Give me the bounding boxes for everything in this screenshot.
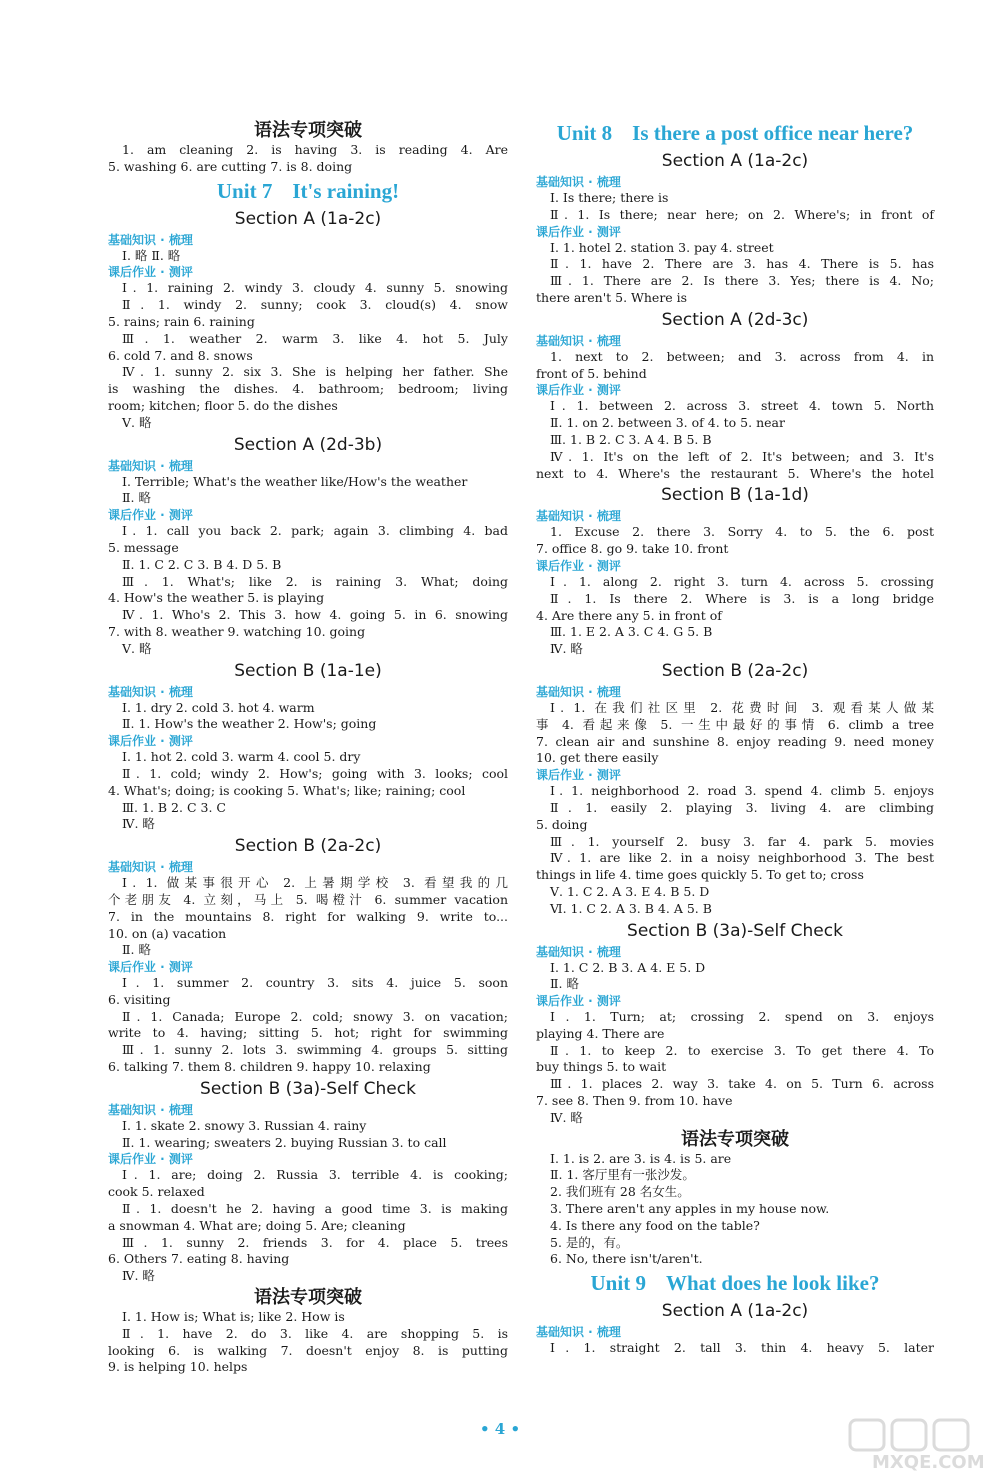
answer-line: is washing the dishes. 4. bathroom; bedroom; living [108, 381, 508, 397]
answer-line: Ⅰ. Terrible; What's the weather like/How's the weather [122, 473, 468, 489]
answer-line: 4. How's the weather 5. is playing [108, 590, 325, 606]
answer-line: 个老朋友 4. 立刻，马上 5. 喝橙汁 6. summer vacation [108, 891, 508, 907]
category-label: 课后作业 · 测评 [536, 994, 621, 1009]
answer-line: Ⅰ. 1. are; doing 2. Russia 3. terrible 4. is cooking; [122, 1167, 508, 1183]
answer-line: Ⅱ. 1. Is there 2. Where is 3. is a long bridge [550, 590, 934, 606]
answer-line: 5. rains; rain 6. raining [108, 313, 255, 329]
unit-number: Unit 8 [556, 121, 613, 145]
category-label: 课后作业 · 测评 [536, 558, 621, 573]
answer-line: Ⅴ. 1. C 2. A 3. E 4. B 5. D [550, 883, 710, 899]
answer-line: Ⅱ. 1. C 2. C 3. B 4. D 5. B [122, 556, 282, 572]
answer-line: write to 4. having; sitting 5. hot; right for swimming [108, 1025, 508, 1041]
grammar-section-title: 语法专项突破 [254, 1287, 362, 1309]
section-heading: Section B (3a)-Self Check [200, 1078, 416, 1099]
category-label: 基础知识 · 梳理 [536, 509, 621, 524]
answer-line: Ⅰ. 1. 做某事很开心 2. 上暑期学校 3. 看望我的几 [122, 875, 508, 891]
answer-line: 1. am cleaning 2. is having 3. is reading 4. Are [122, 142, 508, 157]
answer-line: buy things 5. to wait [536, 1059, 667, 1075]
category-label: 课后作业 · 测评 [108, 265, 193, 280]
answer-line: Ⅰ. 1. 在我们社区里 2. 花费时间 3. 观看某人做某 [550, 699, 934, 715]
answer-line: Ⅲ. 1. What's; like 2. is raining 3. What; doing [122, 573, 508, 589]
answer-line: Ⅲ. 1. E 2. A 3. C 4. G 5. B [550, 624, 713, 640]
unit-heading [536, 1268, 934, 1298]
answer-line: Ⅱ. 1. easily 2. playing 3. living 4. are climbing [550, 799, 934, 815]
answer-line: 4. Is there any food on the table? [550, 1217, 760, 1233]
answer-line: Ⅱ. 1. have 2. do 3. like 4. are shopping 5. is [122, 1325, 508, 1341]
watermark-text: MXQE.COM [872, 1452, 985, 1473]
unit-title: What does he look like? [665, 1271, 880, 1296]
answer-line: 7. see 8. Then 9. from 10. have [536, 1093, 733, 1109]
answer-line: 10. get there easily [536, 750, 659, 766]
answer-line: Ⅳ. 1. It's on the left of 2. It's between; and 3. It's [550, 448, 934, 464]
unit-heading [108, 176, 508, 206]
page-number: • 4 • [479, 1420, 521, 1438]
answer-line: Ⅰ. 1. Turn; at; crossing 2. spend on 3. enjoys [550, 1009, 934, 1025]
answer-line: Ⅲ. 1. places 2. way 3. take 4. on 5. Turn 6. across [550, 1076, 934, 1092]
answer-line: Ⅲ. 1. B 2. C 3. A 4. B 5. B [550, 431, 712, 447]
answer-line: Ⅲ. 1. yourself 2. busy 3. far 4. park 5. movies [550, 833, 934, 849]
category-label: 课后作业 · 测评 [536, 768, 621, 783]
right-column [536, 118, 934, 1357]
category-label: 基础知识 · 梳理 [108, 458, 193, 473]
section-heading: Section A (1a-2c) [234, 208, 382, 229]
answer-line: Ⅱ. 1. windy 2. sunny; cook 3. cloud(s) 4. snow [122, 297, 508, 313]
answer-line: Ⅳ. 1. Who's 2. This 3. how 4. going 5. in 6. snowing [122, 607, 508, 623]
answer-line: 6. Others 7. eating 8. having [108, 1251, 290, 1267]
category-label: 课后作业 · 测评 [536, 383, 621, 398]
answer-line: 7. clean air and sunshine 8. enjoy reading 9. need money [536, 733, 934, 749]
section-heading: Section A (1a-2c) [661, 151, 809, 171]
answer-line: Ⅳ. 略 [122, 816, 155, 832]
section-heading: Section B (1a-1e) [234, 660, 382, 681]
unit-number: Unit 7 [216, 178, 273, 203]
category-label: 基础知识 · 梳理 [108, 684, 193, 699]
answer-line: Ⅱ. 1. Canada; Europe 2. cold; snowy 3. on vacation; [122, 1008, 508, 1024]
answer-line: Ⅱ. 1. have 2. There are 3. has 4. There is 5. has [550, 256, 934, 272]
answer-line: Ⅰ. 1. along 2. right 3. turn 4. across 5. crossing [550, 573, 934, 589]
answer-line: 6. No, there isn't/aren't. [550, 1251, 703, 1267]
category-label: 基础知识 · 梳理 [536, 944, 621, 959]
category-label: 课后作业 · 测评 [108, 960, 193, 975]
answer-line: Ⅱ. 1. Is there; near here; on 2. Where's; in front of [550, 206, 934, 222]
answer-line: 事 4. 看起来像 5. 一生中最好的事情 6. climb a tree [536, 716, 934, 732]
category-label: 基础知识 · 梳理 [536, 333, 621, 348]
answer-line: Ⅰ. 1. hotel 2. station 3. pay 4. street [550, 239, 774, 255]
answer-line: 3. There aren't any apples in my house now. [550, 1201, 830, 1217]
answer-line: Ⅰ. 1. How is; What is; like 2. How is [122, 1309, 345, 1325]
section-heading: Section A (2d-3c) [661, 309, 809, 330]
unit-heading [536, 118, 934, 148]
section-heading: Section A (1a-2c) [661, 1301, 809, 1322]
answer-line: Ⅱ. 略 [550, 976, 579, 992]
answer-line: Ⅴ. 略 [122, 640, 152, 656]
answer-line: Ⅱ. 略 [122, 490, 151, 506]
answer-line: 10. on (a) vacation [108, 925, 227, 941]
category-label: 基础知识 · 梳理 [108, 1102, 193, 1117]
answer-line: Ⅰ. Is there; there is [550, 190, 669, 205]
answer-line: 2. 我们班有 28 名女生。 [550, 1184, 690, 1200]
answer-line: playing 4. There are [536, 1025, 665, 1041]
answer-line: Ⅰ. 1. dry 2. cold 3. hot 4. warm [122, 699, 315, 715]
grammar-section-title: 语法专项突破 [681, 1128, 789, 1150]
answer-line: Ⅳ. 略 [550, 1109, 583, 1125]
answer-line: 6. talking 7. them 8. children 9. happy 10. relaxing [108, 1059, 431, 1075]
answer-line: 5. doing [536, 816, 588, 832]
answer-line: Ⅱ. 1. cold; windy 2. How's; going with 3. looks; cool [122, 765, 508, 781]
answer-line: Ⅱ. 1. doesn't he 2. having a good time 3. is making [122, 1201, 508, 1217]
section-heading: Section B (1a-1d) [661, 485, 809, 506]
answer-line: 7. with 8. weather 9. watching 10. going [108, 623, 366, 639]
section-heading: Section A (2d-3b) [233, 434, 383, 455]
category-label: 基础知识 · 梳理 [536, 175, 621, 189]
answer-line: Ⅰ. 1. between 2. across 3. street 4. town 5. North [550, 398, 934, 414]
answer-line: a snowman 4. What are; doing 5. Are; cleaning [108, 1217, 406, 1233]
answer-line: Ⅱ. 1. to keep 2. to exercise 3. To get there 4. To [550, 1042, 934, 1058]
answer-line: next to 4. Where's the restaurant 5. Where's the hotel [536, 465, 934, 481]
answer-line: there aren't 5. Where is [536, 289, 688, 305]
answer-line: front of 5. behind [536, 365, 647, 381]
answer-line: Ⅰ. 1. C 2. B 3. A 4. E 5. D [550, 959, 706, 975]
answer-line: Ⅰ. 1. straight 2. tall 3. thin 4. heavy 5. later [550, 1340, 934, 1356]
answer-line: looking 6. is walking 7. doesn't enjoy 8. is putting [108, 1342, 508, 1358]
category-label: 基础知识 · 梳理 [536, 1325, 621, 1340]
answer-line: 1. Excuse 2. there 3. Sorry 4. to 5. the 6. post [550, 524, 934, 540]
answer-line: Ⅲ. 1. There are 2. Is there 3. Yes; there is 4. No; [550, 273, 934, 289]
watermark-logo [820, 1418, 990, 1476]
category-label: 课后作业 · 测评 [108, 1152, 193, 1167]
answer-line: Ⅳ. 1. sunny 2. six 3. She is helping her father. She [122, 364, 508, 380]
section-heading: Section B (3a)-Self Check [627, 920, 843, 941]
answer-line: 4. Are there any 5. in front of [536, 607, 722, 623]
answer-line: Ⅰ. 1. skate 2. snowy 3. Russian 4. rainy [122, 1117, 367, 1133]
category-label: 基础知识 · 梳理 [108, 860, 193, 875]
answer-line: 4. What's; doing; is cooking 5. What's; like; raining; cool [108, 782, 466, 798]
answer-line: Ⅲ. 1. B 2. C 3. C [122, 799, 226, 815]
left-column [108, 118, 508, 1376]
answer-line: cook 5. relaxed [108, 1184, 205, 1200]
answer-line: Ⅱ. 1. How's the weather 2. How's; going [122, 716, 377, 732]
answer-line: things in life 4. time goes quickly 5. To get to; cross [536, 867, 864, 883]
answer-line: room; kitchen; floor 5. do the dishes [108, 397, 338, 413]
answer-line: 9. is helping 10. helps [108, 1359, 248, 1375]
answer-line: Ⅰ. 略 Ⅱ. 略 [122, 247, 181, 263]
answer-line: Ⅰ. 1. is 2. are 3. is 4. is 5. are [550, 1150, 732, 1166]
unit-number: Unit 9 [590, 1271, 646, 1296]
section-heading: Section B (2a-2c) [661, 660, 809, 681]
answer-line: Ⅱ. 1. on 2. between 3. of 4. to 5. near [550, 415, 785, 431]
answer-line: Ⅲ. 1. sunny 2. lots 3. swimming 4. groups 5. sitting [122, 1042, 508, 1058]
answer-line: Ⅳ. 1. are like 2. in a noisy neighborhood 3. The best [550, 850, 934, 866]
answer-line: Ⅳ. 略 [550, 641, 583, 657]
category-label: 基础知识 · 梳理 [536, 684, 621, 699]
unit-title: It's raining! [292, 178, 400, 203]
category-label: 课后作业 · 测评 [108, 508, 193, 523]
answer-line: Ⅱ. 1. wearing; sweaters 2. buying Russian 3. to call [122, 1134, 447, 1150]
answer-line: 5. message [108, 539, 179, 555]
answer-line: Ⅴ. 略 [122, 414, 152, 430]
answer-line: 6. visiting [108, 991, 171, 1007]
answer-line: 5. washing 6. are cutting 7. is 8. doing [108, 158, 353, 174]
answer-line: Ⅰ. 1. neighborhood 2. road 3. spend 4. climb 5. enjoys [550, 783, 934, 799]
answer-line: Ⅰ. 1. raining 2. windy 3. cloudy 4. sunny 5. snowing [122, 280, 508, 296]
grammar-section-title: 语法专项突破 [254, 120, 362, 141]
answer-line: Ⅰ. 1. summer 2. country 3. sits 4. juice 5. soon [122, 975, 508, 991]
answer-line: 7. in the mountains 8. right for walking 9. write to... [108, 908, 508, 924]
category-label: 基础知识 · 梳理 [108, 232, 193, 247]
answer-line: Ⅰ. 1. call you back 2. park; again 3. climbing 4. bad [122, 523, 508, 539]
category-label: 课后作业 · 测评 [536, 224, 621, 239]
answer-line: Ⅲ. 1. weather 2. warm 3. like 4. hot 5. July [122, 330, 508, 346]
unit-title: Is there a post office near here? [632, 121, 914, 145]
answer-line: 1. next to 2. between; and 3. across from 4. in [550, 348, 934, 364]
answer-line: Ⅲ. 1. sunny 2. friends 3. for 4. place 5. trees [122, 1234, 508, 1250]
answer-line: Ⅵ. 1. C 2. A 3. B 4. A 5. B [550, 900, 712, 916]
answer-line: Ⅰ. 1. hot 2. cold 3. warm 4. cool 5. dry [122, 749, 361, 765]
answer-line: 6. cold 7. and 8. snows [108, 347, 253, 363]
answer-line: Ⅱ. 略 [122, 942, 151, 958]
answer-line: 7. office 8. go 9. take 10. front [536, 541, 729, 557]
answer-line: 5. 是的，有。 [550, 1234, 629, 1250]
section-heading: Section B (2a-2c) [234, 836, 382, 857]
category-label: 课后作业 · 测评 [108, 734, 193, 749]
answer-line: Ⅱ. 1. 客厅里有一张沙发。 [550, 1167, 695, 1183]
answer-line: Ⅳ. 略 [122, 1268, 155, 1284]
